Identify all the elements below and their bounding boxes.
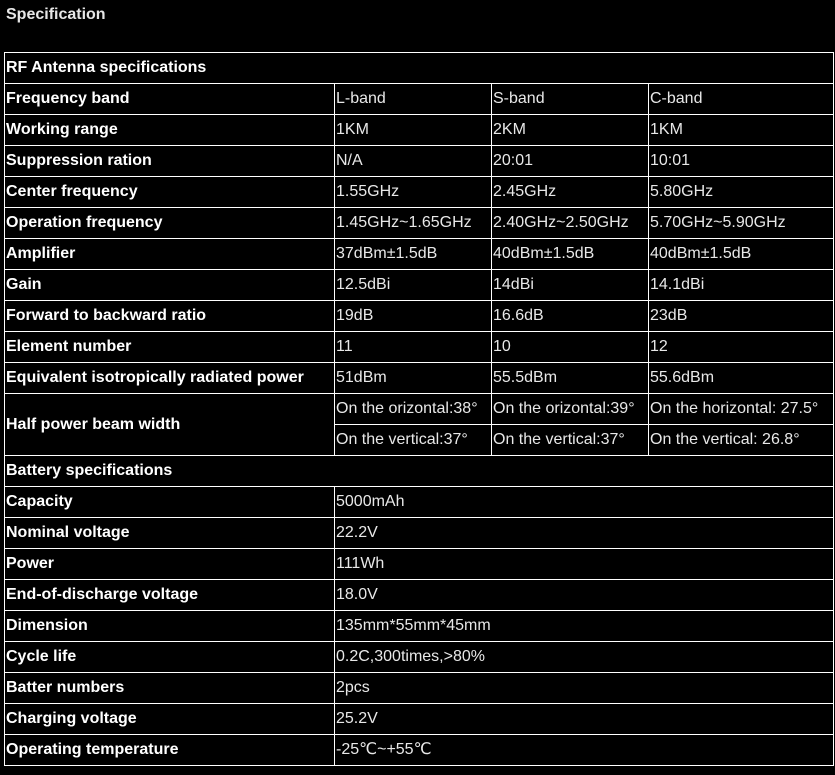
- c-band-cell: 14.1dBi: [649, 270, 834, 301]
- table-row: [5, 208, 834, 239]
- row-label: Capacity: [5, 487, 335, 518]
- s-band-cell: 2.45GHz: [492, 177, 649, 208]
- l-band-cell: On the vertical:37°: [335, 425, 492, 456]
- row-label: Operating temperature: [5, 735, 335, 766]
- table-row: [5, 239, 834, 270]
- c-band-cell: 23dB: [649, 301, 834, 332]
- specification-table: [4, 52, 834, 766]
- l-band-cell: N/A: [335, 146, 492, 177]
- row-label: Dimension: [5, 611, 335, 642]
- table-row: [5, 673, 834, 704]
- s-band-cell: 2.40GHz~2.50GHz: [492, 208, 649, 239]
- table-row: [5, 642, 834, 673]
- l-band-cell: 1.55GHz: [335, 177, 492, 208]
- row-label: Nominal voltage: [5, 518, 335, 549]
- row-label: Gain: [5, 270, 335, 301]
- c-band-cell: 5.70GHz~5.90GHz: [649, 208, 834, 239]
- table-row: [5, 518, 834, 549]
- l-band-cell: 51dBm: [335, 363, 492, 394]
- row-label: Power: [5, 549, 335, 580]
- s-band-cell: 16.6dB: [492, 301, 649, 332]
- battery-section-header-row: [5, 456, 834, 487]
- table-row: [5, 115, 834, 146]
- table-row: [5, 394, 834, 425]
- c-band-cell: 55.6dBm: [649, 363, 834, 394]
- table-row: [5, 735, 834, 766]
- table-row: [5, 84, 834, 115]
- row-label: Working range: [5, 115, 335, 146]
- s-band-cell: 55.5dBm: [492, 363, 649, 394]
- value-cell: 2pcs: [335, 673, 834, 704]
- row-label: Suppression ration: [5, 146, 335, 177]
- value-cell: -25℃~+55℃: [335, 735, 834, 766]
- table-row: [5, 487, 834, 518]
- l-band-cell: 19dB: [335, 301, 492, 332]
- c-band-cell: 12: [649, 332, 834, 363]
- rf-section-header-row: [5, 53, 834, 84]
- value-cell: 18.0V: [335, 580, 834, 611]
- value-cell: 135mm*55mm*45mm: [335, 611, 834, 642]
- s-band-cell: 20:01: [492, 146, 649, 177]
- l-band-cell: 11: [335, 332, 492, 363]
- s-band-cell: 40dBm±1.5dB: [492, 239, 649, 270]
- row-label: Cycle life: [5, 642, 335, 673]
- l-band-cell: L-band: [335, 84, 492, 115]
- l-band-cell: 37dBm±1.5dB: [335, 239, 492, 270]
- row-label: Operation frequency: [5, 208, 335, 239]
- row-label: Half power beam width: [5, 394, 335, 456]
- l-band-cell: On the orizontal:38°: [335, 394, 492, 425]
- row-label: Batter numbers: [5, 673, 335, 704]
- row-label: Charging voltage: [5, 704, 335, 735]
- page-heading: Specification: [6, 6, 106, 23]
- s-band-cell: S-band: [492, 84, 649, 115]
- row-label: Element number: [5, 332, 335, 363]
- table-row: [5, 580, 834, 611]
- value-cell: 22.2V: [335, 518, 834, 549]
- row-label: End-of-discharge voltage: [5, 580, 335, 611]
- c-band-cell: 5.80GHz: [649, 177, 834, 208]
- row-label: Frequency band: [5, 84, 335, 115]
- table-row: [5, 332, 834, 363]
- row-label: Center frequency: [5, 177, 335, 208]
- l-band-cell: 1.45GHz~1.65GHz: [335, 208, 492, 239]
- c-band-cell: 1KM: [649, 115, 834, 146]
- battery-section-title: Battery specifications: [5, 456, 834, 487]
- l-band-cell: 1KM: [335, 115, 492, 146]
- value-cell: 25.2V: [335, 704, 834, 735]
- value-cell: 111Wh: [335, 549, 834, 580]
- l-band-cell: 12.5dBi: [335, 270, 492, 301]
- s-band-cell: 2KM: [492, 115, 649, 146]
- value-cell: 0.2C,300times,>80%: [335, 642, 834, 673]
- c-band-cell: C-band: [649, 84, 834, 115]
- s-band-cell: On the vertical:37°: [492, 425, 649, 456]
- s-band-cell: 10: [492, 332, 649, 363]
- table-row: [5, 301, 834, 332]
- s-band-cell: On the orizontal:39°: [492, 394, 649, 425]
- s-band-cell: 14dBi: [492, 270, 649, 301]
- table-row: [5, 549, 834, 580]
- c-band-cell: On the vertical: 26.8°: [649, 425, 834, 456]
- table-row: [5, 611, 834, 642]
- table-row: [5, 146, 834, 177]
- table-row: [5, 363, 834, 394]
- rf-section-title: RF Antenna specifications: [5, 53, 834, 84]
- row-label: Equivalent isotropically radiated power: [5, 363, 335, 394]
- c-band-cell: 10:01: [649, 146, 834, 177]
- c-band-cell: 40dBm±1.5dB: [649, 239, 834, 270]
- c-band-cell: On the horizontal: 27.5°: [649, 394, 834, 425]
- table-row: [5, 270, 834, 301]
- row-label: Forward to backward ratio: [5, 301, 335, 332]
- value-cell: 5000mAh: [335, 487, 834, 518]
- table-row: [5, 177, 834, 208]
- table-row: [5, 704, 834, 735]
- row-label: Amplifier: [5, 239, 335, 270]
